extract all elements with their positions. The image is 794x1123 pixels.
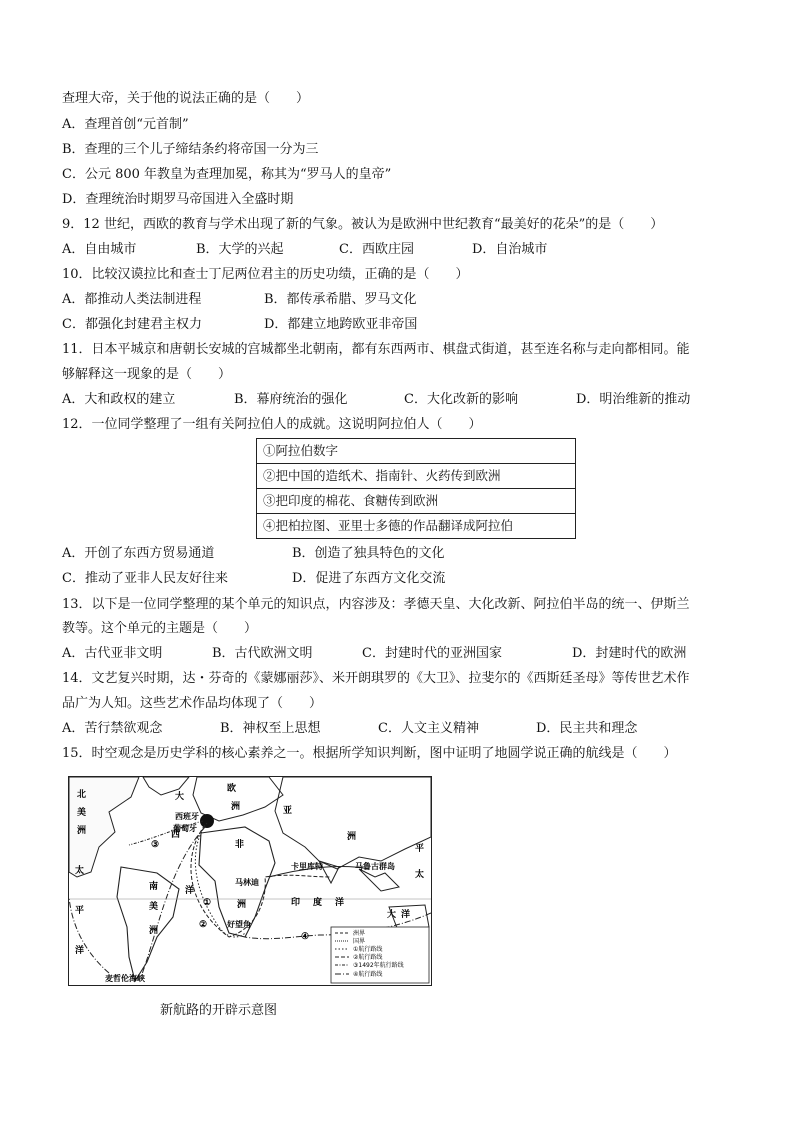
map-label-pacific-right: 太 bbox=[415, 870, 425, 880]
q12-option-b: B．创造了独具特色的文化 bbox=[292, 546, 445, 561]
q12-stem: 12．一位同学整理了一组有关阿拉伯人的成就。这说明阿拉伯人（ ） bbox=[62, 417, 482, 432]
q14-option-c: C．人文主义精神 bbox=[378, 721, 479, 736]
q8-stem: 查理大帝，关于他的说法正确的是（ ） bbox=[62, 91, 310, 106]
q14-option-b: B．神权至上思想 bbox=[220, 721, 321, 736]
map-route-number: ④ bbox=[301, 932, 310, 942]
map-label-indian-ocean: 洋 bbox=[335, 898, 345, 908]
legend-item: ①航行路线 bbox=[353, 946, 383, 953]
map-label-strait-of-magellan: 麦哲伦海峡 bbox=[105, 973, 145, 983]
q9-option-c: C．西欧庄园 bbox=[339, 242, 414, 257]
q14-option-a: A．苦行禁欲观念 bbox=[62, 721, 163, 736]
map-label-europe: 欧 bbox=[227, 784, 237, 794]
map-label-pacific-left: 洋 bbox=[75, 946, 85, 956]
q12-option-d: D．促进了东西方文化交流 bbox=[292, 571, 446, 586]
q13-option-c: C．封建时代的亚洲国家 bbox=[362, 646, 502, 661]
map-label-north-america: 洲 bbox=[77, 826, 87, 836]
q11-option-a: A．大和政权的建立 bbox=[62, 392, 176, 407]
q13-option-a: A．古代亚非文明 bbox=[62, 646, 163, 661]
q14-stem-line2: 品广为人知。这些艺术作品均体现了（ ） bbox=[62, 696, 323, 711]
q11-option-b: B．幕府统治的强化 bbox=[234, 392, 348, 407]
q8-option-d: D．查理统治时期罗马帝国进入全盛时期 bbox=[62, 192, 294, 207]
q13-stem-line2: 教等。这个单元的主题是（ ） bbox=[62, 621, 258, 636]
q12-table-row: ②把中国的造纸术、指南针、火药传到欧洲 bbox=[257, 464, 576, 489]
map-label-atlantic: 大 bbox=[175, 792, 185, 802]
map-route-number: ② bbox=[199, 920, 208, 930]
new-sea-routes-map bbox=[68, 776, 432, 986]
q12-table-row: ③把印度的棉花、食糖传到欧洲 bbox=[257, 489, 576, 514]
map-label-spain: 西班牙 bbox=[175, 811, 199, 821]
legend-item: ③1492年航行路线 bbox=[353, 962, 404, 969]
q8-option-b: B．查理的三个儿子缔结条约将帝国一分为三 bbox=[62, 142, 319, 157]
q10-option-a: A．都推动人类法制进程 bbox=[62, 292, 202, 307]
q9-option-d: D．自治城市 bbox=[472, 242, 548, 257]
map-label-asia: 洲 bbox=[347, 832, 357, 842]
legend-item: ④航行路线 bbox=[353, 971, 383, 978]
q9-option-b: B．大学的兴起 bbox=[196, 242, 284, 257]
map-label-north-america: 美 bbox=[77, 808, 87, 818]
q11-stem-line1: 11．日本平城京和唐朝长安城的宫城都坐北朝南，都有东西两市、棋盘式街道，甚至连名称与走向都相同。能 bbox=[62, 342, 690, 357]
q12-table-row: ④把柏拉图、亚里士多德的作品翻译成阿拉伯 bbox=[257, 514, 576, 539]
q12-achievements-table bbox=[256, 438, 576, 539]
q12-table-row: ①阿拉伯数字 bbox=[257, 439, 576, 464]
q11-stem-line2: 够解释这一现象的是（ ） bbox=[62, 367, 232, 382]
q12-option-c: C．推动了亚非人民友好往来 bbox=[62, 571, 228, 586]
q8-option-c: C．公元 800 年教皇为查理加冕，称其为“罗马人的皇帝” bbox=[62, 167, 392, 182]
q13-option-d: D．封建时代的欧洲 bbox=[572, 646, 687, 661]
map-label-south-america: 洲 bbox=[149, 926, 159, 936]
q14-option-d: D．民主共和理念 bbox=[536, 721, 638, 736]
map-label-europe: 洲 bbox=[231, 802, 241, 812]
q11-option-d: D．明治维新的推动 bbox=[576, 392, 691, 407]
map-label-pacific-right: 大 bbox=[387, 910, 397, 920]
map-label-calicut: 卡里库特 bbox=[291, 861, 323, 871]
map-label-malindi: 马林迪 bbox=[235, 877, 259, 887]
map-label-cape-of-good-hope: 好望角 bbox=[227, 919, 251, 929]
map-label-moluccas: 马鲁古群岛 bbox=[355, 861, 395, 871]
map-label-pacific-left: 太 bbox=[75, 866, 85, 876]
map-label-south-america: 美 bbox=[149, 902, 159, 912]
legend-item: 国界 bbox=[353, 938, 366, 945]
legend-item: ②航行路线 bbox=[353, 954, 383, 961]
q13-option-b: B．古代欧洲文明 bbox=[212, 646, 313, 661]
world-map-graphic bbox=[69, 777, 431, 985]
q14-stem-line1: 14．文艺复兴时期，达・芬奇的《蒙娜丽莎》、米开朗琪罗的《大卫》、拉斐尔的《西斯廷圣母》等传世艺术作 bbox=[62, 671, 690, 686]
q11-option-c: C．大化改新的影响 bbox=[404, 392, 518, 407]
map-route-number: ① bbox=[203, 898, 212, 908]
q12-option-a: A．开创了东西方贸易通道 bbox=[62, 546, 215, 561]
map-label-pacific-right: 洋 bbox=[401, 910, 411, 920]
q9-stem: 9．12 世纪，西欧的教育与学术出现了新的气象。被认为是欧洲中世纪教育“最美好的花朵”的是（ ） bbox=[62, 217, 664, 232]
map-label-portugal: 葡萄牙 bbox=[173, 823, 197, 833]
map-label-pacific-left: 平 bbox=[75, 906, 85, 916]
legend-item: 洲界 bbox=[353, 930, 366, 937]
map-label-africa: 非 bbox=[235, 840, 245, 850]
map-label-indian-ocean: 印 bbox=[291, 898, 301, 908]
map-label-north-america: 北 bbox=[77, 790, 87, 800]
q13-stem-line1: 13．以下是一位同学整理的某个单元的知识点，内容涉及：孝德天皇、大化改新、阿拉伯半岛的统一、伊斯兰 bbox=[62, 597, 690, 612]
map-label-atlantic: 西 bbox=[171, 830, 181, 840]
q9-option-a: A．自由城市 bbox=[62, 242, 137, 257]
q10-option-b: B．都传承希腊、罗马文化 bbox=[264, 292, 417, 307]
map-label-asia: 亚 bbox=[283, 806, 293, 816]
map-label-south-america: 南 bbox=[149, 882, 159, 892]
q10-option-c: C．都强化封建君主权力 bbox=[62, 317, 202, 332]
map-label-indian-ocean: 度 bbox=[313, 898, 323, 908]
map-route-number: ③ bbox=[151, 840, 160, 850]
map-label-atlantic: 洋 bbox=[185, 886, 195, 896]
q8-option-a: A．查理首创“元首制” bbox=[62, 117, 189, 132]
map-caption: 新航路的开辟示意图 bbox=[160, 1003, 278, 1018]
q10-stem: 10．比较汉谟拉比和查士丁尼两位君主的历史功绩，正确的是（ ） bbox=[62, 267, 469, 282]
map-label-pacific-right: 平 bbox=[415, 844, 425, 854]
q10-option-d: D．都建立地跨欧亚非帝国 bbox=[264, 317, 418, 332]
q15-stem: 15．时空观念是历史学科的核心素养之一。根据所学知识判断，图中证明了地圆学说正确的航线是（ ） bbox=[62, 746, 677, 761]
map-label-africa: 洲 bbox=[237, 900, 247, 910]
